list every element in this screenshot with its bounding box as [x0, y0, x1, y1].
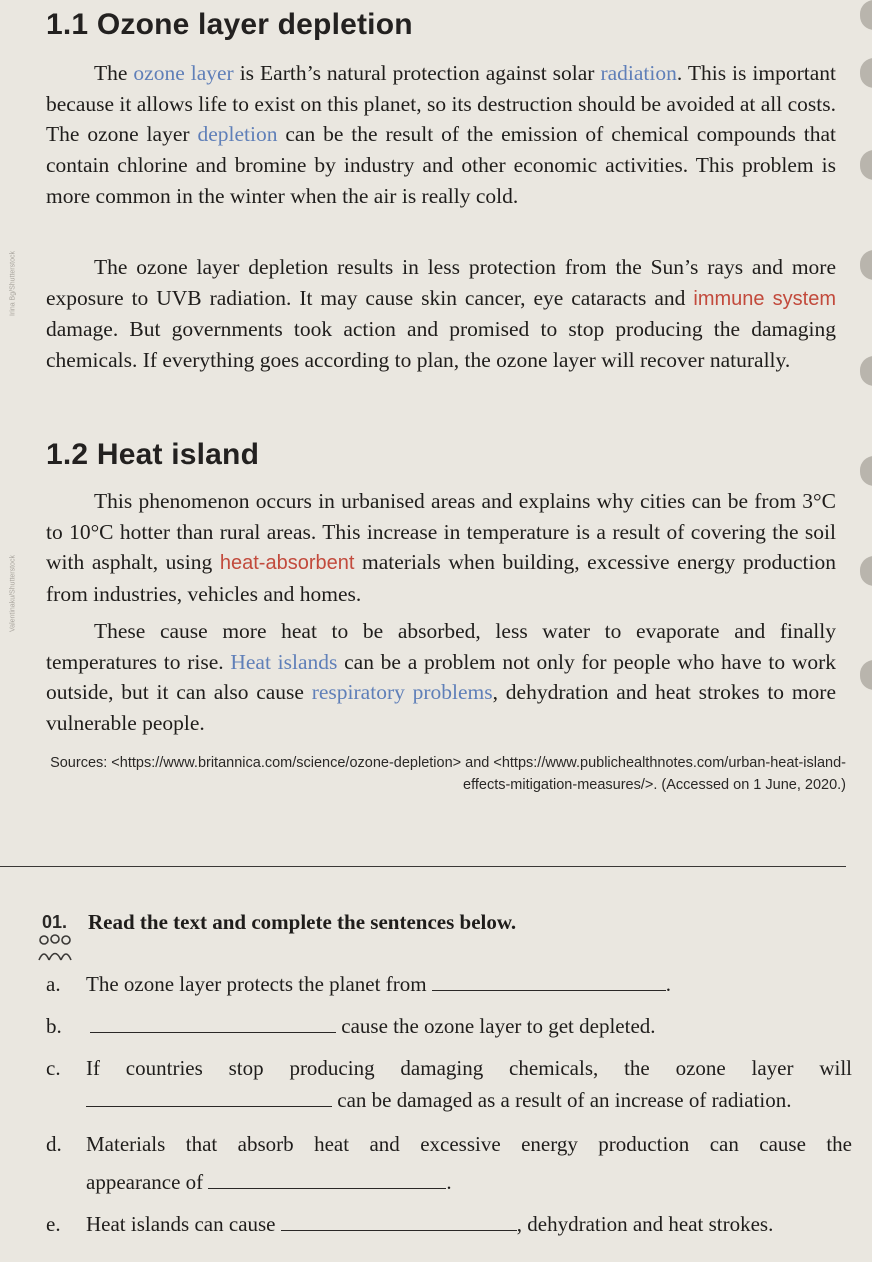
page-tab-marker — [860, 556, 872, 586]
item-label: a. — [46, 972, 61, 996]
page-tab-marker — [860, 356, 872, 386]
photo-credit: Valentinaku/Shutterstock — [9, 555, 17, 632]
item-text: can be damaged as a result of an increase of radiation. — [332, 1088, 792, 1112]
sources-line: effects-mitigation-measures/>. (Accessed on 1 June, 2020.) — [463, 777, 846, 793]
answer-blank-d[interactable] — [208, 1170, 446, 1189]
exercise-item-d-line2 — [86, 1166, 852, 1198]
text-run: can be a problem not only for people who have to work outside, but it can also cause — [46, 649, 837, 705]
exercise-item-e — [46, 1208, 852, 1240]
text-run: can be the result of the emission of chemical compounds that contain chlorine and bromine by industry and other economic activities. This problem is more common in the winter when the air is really cold. — [46, 122, 837, 208]
keyword-heat-absorbent: heat-absorbent — [219, 552, 355, 575]
exercise-item-c-line2 — [86, 1084, 852, 1116]
exercise-item-d — [46, 1128, 852, 1160]
exercise-item-b — [46, 1010, 852, 1042]
answer-blank-b[interactable] — [90, 1014, 336, 1033]
keyword-immune-system: immune system — [693, 287, 837, 310]
item-text: appearance of — [86, 1170, 209, 1194]
heat-paragraph-2 — [46, 616, 836, 739]
answer-blank-a[interactable] — [432, 972, 666, 991]
item-text: If countries stop producing damaging chemicals, the ozone layer will — [86, 1056, 852, 1080]
photo-credit: Irina Bg/Shutterstock — [9, 251, 17, 316]
ozone-paragraph-1 — [46, 58, 836, 212]
section-heading-heat-island: 1.2 Heat island — [46, 438, 260, 471]
item-label: b. — [46, 1014, 62, 1038]
heat-paragraph-1 — [46, 486, 836, 610]
text-run: damage. But governments took action and promised to stop producing the damaging chemicals. If everything goes according to plan, the ozone layer will recover naturally. — [46, 317, 836, 373]
item-label: d. — [46, 1132, 62, 1156]
item-text: The ozone layer protects the planet from — [86, 972, 432, 996]
text-run: This phenomenon occurs in urbanised areas and explains why cities can be from 3°C to 10°C hotter than rural areas. This increase in temperature is a result of covering the soil with asphalt, using — [46, 489, 836, 575]
text-run: The — [94, 61, 134, 85]
answer-blank-e[interactable] — [281, 1212, 517, 1231]
page-tab-marker — [860, 456, 872, 486]
page-tab-marker — [860, 0, 872, 30]
group-work-icon — [38, 934, 72, 962]
text-run: is Earth’s natural protection against solar — [233, 61, 601, 85]
keyword-radiation: radiation — [600, 61, 677, 85]
keyword-heat-islands: Heat islands — [230, 649, 338, 674]
exercise-item-c — [46, 1052, 852, 1084]
item-label: e. — [46, 1212, 61, 1236]
section-heading-ozone: 1.1 Ozone layer depletion — [46, 8, 413, 41]
page-tab-marker — [860, 150, 872, 180]
section-divider — [0, 866, 846, 867]
page-tab-marker — [860, 58, 872, 88]
item-text: , dehydration and heat strokes. — [516, 1212, 774, 1236]
text-run: , dehydration and heat strokes to more vulnerable people. — [46, 680, 836, 736]
keyword-depletion: depletion — [197, 122, 278, 147]
keyword-respiratory-problems: respiratory problems — [311, 680, 493, 705]
page-tab-marker — [860, 660, 872, 690]
text-run: These cause more heat to be absorbed, less water to evaporate and finally temperatures to rise. — [46, 619, 836, 674]
exercise-number: 01. — [42, 912, 68, 932]
keyword-ozone-layer: ozone layer — [133, 61, 234, 85]
text-run: materials when building, excessive energy production from industries, vehicles and homes. — [46, 550, 836, 607]
item-text: . — [446, 1170, 452, 1194]
item-text: Heat islands can cause — [86, 1212, 281, 1236]
item-label: c. — [46, 1056, 61, 1080]
text-run: The ozone layer depletion results in less protection from the Sun’s rays and more exposure to UVB radiation. It may cause skin cancer, eye cataracts and — [46, 255, 836, 310]
sources-line: Sources: <https://www.britannica.com/science/ozone-depletion> and <https://www.publichealthnotes.com/urban-heat-island- — [50, 755, 846, 771]
exercise-instruction: Read the text and complete the sentences below. — [88, 910, 517, 934]
text-run: . This is important because it allows life to exist on this planet, so its destruction should be avoided at all costs. The ozone layer — [46, 61, 836, 147]
item-text: . — [665, 972, 672, 996]
sources-note — [46, 752, 846, 796]
ozone-paragraph-2 — [46, 252, 836, 376]
answer-blank-c[interactable] — [86, 1088, 332, 1107]
item-text: cause the ozone layer to get depleted. — [336, 1014, 656, 1038]
item-text: Materials that absorb heat and excessive energy production can cause the — [86, 1132, 852, 1156]
exercise-item-a — [46, 968, 852, 1000]
page-tab-marker — [860, 250, 872, 280]
